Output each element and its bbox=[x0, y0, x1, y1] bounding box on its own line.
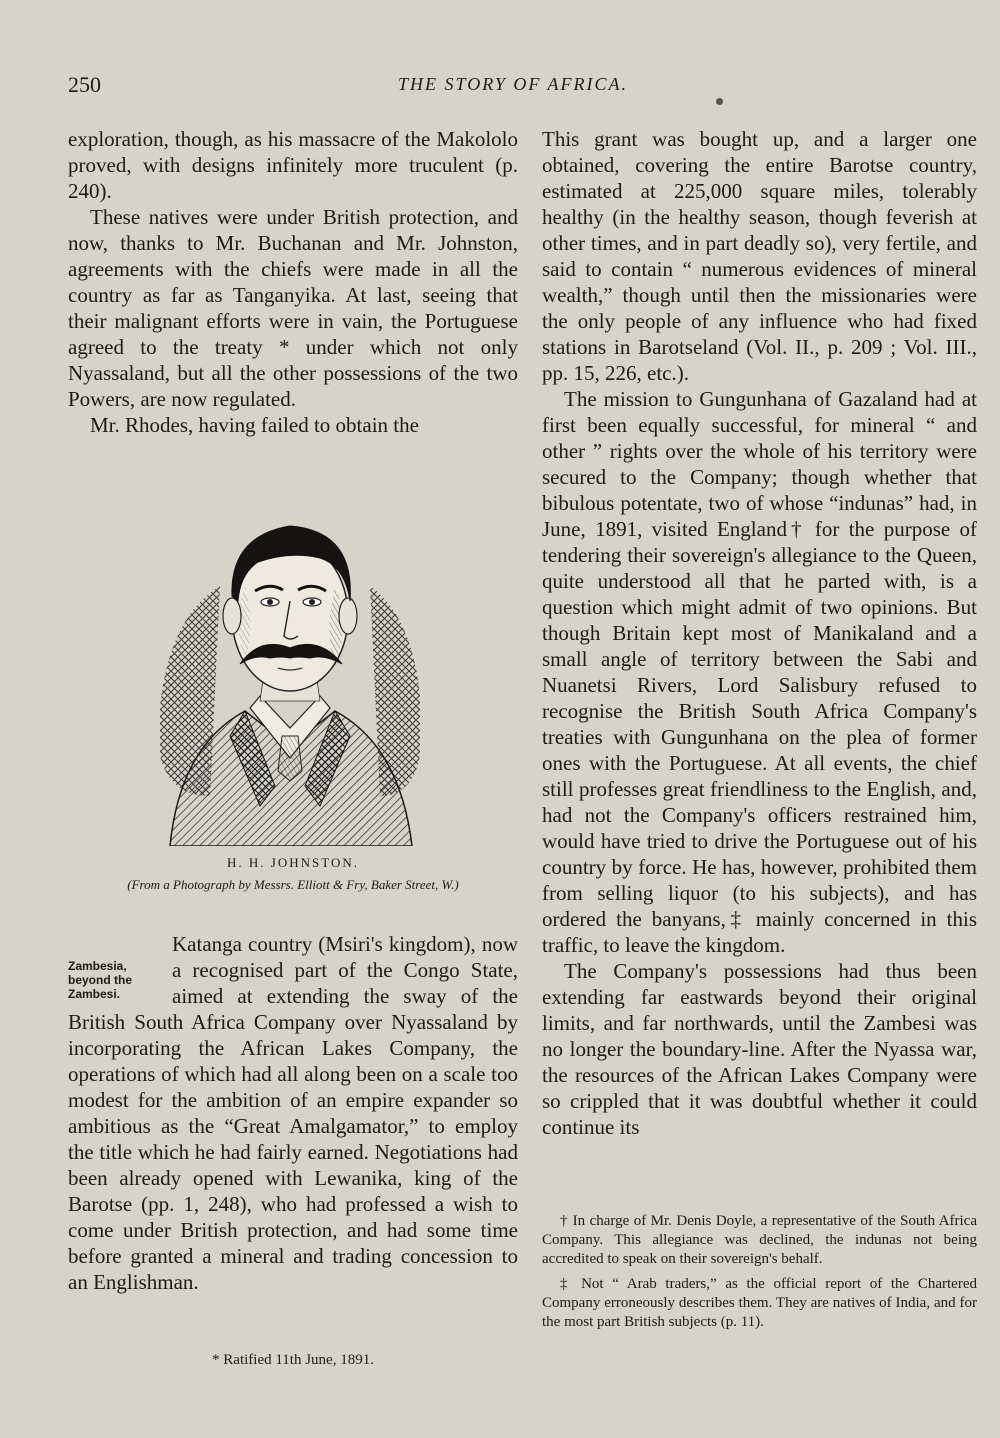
left-column-top bbox=[68, 126, 518, 438]
paragraph: Katanga country (Msiri's kingdom), now a recognised part of the Congo State, aimed at extending the sway of the British South Africa Company over Nyassaland by incorporating the African Lakes Company, the operations of which had all along been on a scale too modest for the ambition of an empire expander so ambitious as the “Great Amalgamator,” to employ the title which he had fairly earned. Negotiations had been already opened with Lewanika, king of the Barotse (pp. 1, 248), who had professed a wish to come under British protection, and had some time before granted a mineral and trading concession to an Englishman. bbox=[68, 932, 518, 1294]
running-head: THE STORY OF AFRICA. bbox=[398, 74, 629, 94]
footnotes bbox=[542, 1212, 977, 1338]
paragraph: The Company's possessions had thus been extending far eastwards beyond their original limits, and far northwards, until the Zambesi was no longer the boundary-line. After the Nyassa war, the resources of the African Lakes Company were so crippled that it was doubtful whether it could continue its bbox=[542, 959, 977, 1139]
left-column-bottom bbox=[68, 931, 518, 1295]
paragraph: This grant was bought up, and a larger one obtained, covering the entire Barotse country, estimated at 225,000 square miles, tolerably healthy (in the healthy season, though feverish at other times, and in part deadly so), very fertile, and said to contain “ numerous evidences of mineral wealth,” though until then the missionaries were the only people of any influence who had fixed stations in Barotseland (Vol. II., p. 209 ; Vol. III., pp. 15, 226, etc.). bbox=[542, 127, 977, 385]
paragraph: The mission to Gungunhana of Gazaland had at first been equally successful, for mineral “ and other ” rights over the whole of his territory were secured to the Company; though whether that bibulous potentate, two of whose “indunas” had, in June, 1891, visited England† for the purpose of tendering their sovereign's allegiance to the Queen, quite understood all that he parted with, is a question which might admit of two opinions. But though Britain kept most of Manikaland and a small angle of territory between the Sabi and Nuanetsi Rivers, Lord Salisbury refused to recognise the British South Africa Company's treaties with Gungunhana on the plea of former ones with the Portuguese. At all events, the chief still professes great friendliness to the English, and, had not the Company's officers restrained him, would have tried to drive the Portuguese out of his country by force. He has, however, prohibited them from selling liquor (to his subjects), and has ordered the banyans,‡ mainly concerned in this traffic, to leave the kingdom. bbox=[542, 387, 977, 957]
footnote: * Ratified 11th June, 1891. bbox=[212, 1352, 374, 1368]
page-number: 250 bbox=[68, 72, 101, 97]
ink-speck bbox=[716, 98, 723, 105]
right-column bbox=[542, 126, 977, 1140]
portrait-engraving bbox=[150, 496, 430, 846]
paragraph: Mr. Rhodes, having failed to obtain the bbox=[90, 413, 419, 437]
page-header bbox=[68, 72, 952, 104]
paragraph: exploration, though, as his massacre of the Makololo proved, with designs infinitely more truculent (p. 240). bbox=[68, 127, 518, 203]
portrait-illustration bbox=[150, 496, 430, 846]
paragraph: These natives were under British protection, and now, thanks to Mr. Buchanan and Mr. Johnston, agreements with the chiefs were made in all the country as far as Tanganyika. At last, seeing that their malignant efforts were in vain, the Portuguese agreed to the treaty * under which not only Nyassaland, but all the other possessions of the two Powers, are now regulated. bbox=[68, 205, 518, 411]
footnote: † In charge of Mr. Denis Doyle, a representative of the South Africa Company. This allegiance was declined, the indunas not being accredited to speak on their sovereign's behalf. bbox=[542, 1213, 977, 1267]
marginal-sidenote: Zambesia, beyond the Zambesi. bbox=[68, 959, 133, 1001]
figure-caption-source: (From a Photograph by Messrs. Elliott & Fry, Baker Street, W.) bbox=[127, 877, 459, 892]
footnote: ‡ Not “ Arab traders,” as the official report of the Chartered Company erroneously describes them. They are natives of India, and for the most part British subjects (p. 11). bbox=[542, 1276, 977, 1330]
figure-caption-name: H. H. JOHNSTON. bbox=[227, 855, 359, 870]
